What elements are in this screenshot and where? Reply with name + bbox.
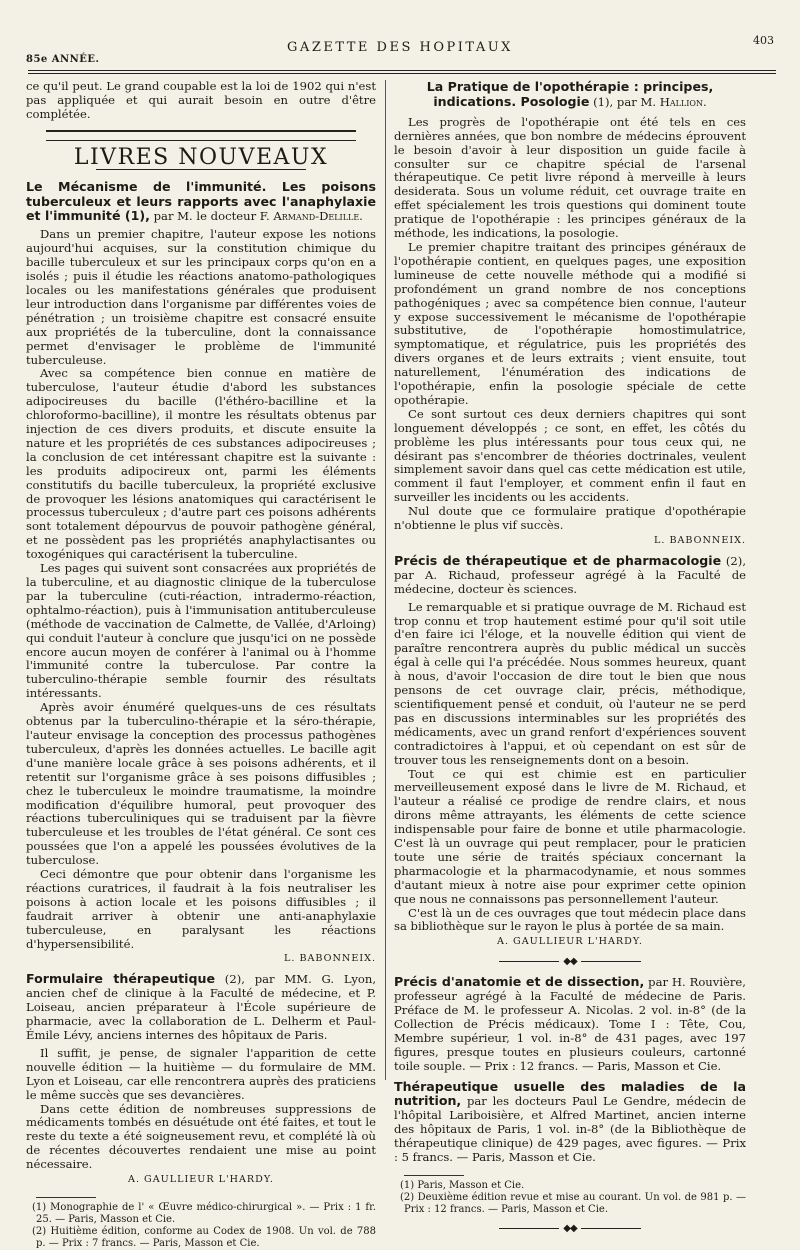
article-paragraph: C'est là un de ces ouvrages que tout médecin place dans sa bibliothèque sur le rayon le plus à portée de sa main. bbox=[394, 905, 746, 934]
article-body: par H. Rouvière, professeur agrégé à la Faculté de médecine de Paris. Préface de M. le professeur A. Nicolas. 2 vol. in-8° (de la Collection de Précis médicaux). Tome I : Tête, Cou, Membre supérieur, 1 vol. in-8° de 431 pages, avec 197 figures, presque toutes en plusieurs couleurs, cartonné toile souple. — Prix : 12 francs. — Paris, Masson et Cie. bbox=[394, 975, 746, 1073]
article-title: Formulaire thérapeutique bbox=[26, 971, 216, 987]
article-paragraph: Après avoir énuméré quelques-uns de ces résultats obtenus par la tuberculino-thérapie et la séro-thérapie, l'auteur envisage la conception des processus pathogènes tuberculeux, d'après les données actuelles. Le bacille agit d'une manière locale grâce à ses poisons adhérents, et il retentit sur l'organisme grâce à ses poisons diffusibles ; chez le tuberculeux le moindre traumatisme, la moindre modification d'équilibre humoral, peut provoquer des réactions tuberculiniques qui se traduisent par la fièvre tuberculeuse et les troubles de l'état général. Ce sont ces poussées que l'on a appelé les poussées évolutives de la tuberculose. bbox=[26, 700, 376, 868]
footnote: (2) Huitième édition, conforme au Codex de 1908. Un vol. de 788 p. — Prix : 7 francs. — Paris, Masson et Cie. bbox=[32, 1225, 376, 1249]
article-heading bbox=[394, 975, 746, 1073]
ornament-divider: ◆◆ bbox=[394, 955, 746, 969]
footnotes bbox=[26, 1197, 376, 1250]
article-paragraph: Les progrès de l'opothérapie ont été tels en ces dernières années, que bon nombre de médecins éprouvent le besoin d'avoir à leur disposition un guide facile à consulter sur ce chapitre spécial de l'arsenal thérapeutique. Ce petit livre répond à merveille à leurs desiderata. Sous un volume réduit, cet ouvrage traite en effet spécialement les trois questions qui dominent toute pratique de l'opothérapie : les principes généraux de la méthode, les indications, la posologie. bbox=[394, 114, 746, 241]
footnote-rule bbox=[36, 1197, 96, 1198]
header-rule-secondary bbox=[28, 73, 776, 74]
article-byline: par MM. G. Lyon, ancien chef de clinique à la Faculté de médecine, et P. Loiseau, ancien préparateur à l'École supérieure de pharmacie, avec la collaboration de L. Delherm et Paul-Émile Lévy, anciens internes des hôpitaux de Paris. bbox=[26, 972, 377, 1042]
footnote: (1) Paris, Masson et Cie. bbox=[400, 1179, 525, 1191]
header-rule bbox=[28, 70, 776, 71]
article-title: La Pratique de l'opothérapie : principes, indications. Posologie bbox=[426, 79, 714, 109]
left-column bbox=[26, 80, 376, 1250]
footnote-rule bbox=[404, 1175, 464, 1176]
article-author: Hallion. bbox=[659, 94, 707, 109]
article-signature: A. GAULLIEUR L'HARDY. bbox=[497, 936, 643, 948]
article-paragraph: Dans un premier chapitre, l'auteur expose les notions aujourd'hui acquises, sur la constitution chimique du bacille tuberculeux et sur les principaux corps qu'on en a isolés ; puis il étudie les réactions anatomo-pathologiques locales ou les manifestations générales que produisent leur introduction dans l'organisme par différentes voies de pénétration ; un troisième chapitre est consacré ensuite aux propriétés de la tuberculine, dont la connaissance permet d'envisager le problème de l'immunité tuberculeuse. bbox=[26, 227, 376, 367]
year-label: 85e ANNÉE. bbox=[26, 54, 100, 65]
right-column bbox=[394, 80, 746, 1242]
article-title: Précis de thérapeutique et de pharmacologie bbox=[394, 552, 722, 568]
article-signature: A. GAULLIEUR L'HARDY. bbox=[128, 1174, 274, 1186]
ornament-divider: ◆◆ bbox=[394, 1222, 746, 1236]
footnote-ref: (2), bbox=[725, 553, 746, 568]
article-paragraph: Avec sa compétence bien connue en matière de tuberculose, l'auteur étudie d'abord les substances adipocireuses du bacille (l'éthéro-bacilline et la chloroformo-bacilline), il montre les résultats obtenus par injection de ces divers produits, et discute ensuite la nature et les propriétés de ces substances adipocireuses ; la conclusion de cet intéressant chapitre est la suivante : les produits adipocireux ont, parmi les éléments constitutifs du bacille tuberculeux, la propriété exclusive de provoquer les lésions anatomiques qui caractérisent le processus tuberculeux ; d'autre part ces poisons adhérents sont totalement dépourvus de pouvoir pathogène général, et ne possèdent pas les propriétés anaphylactisantes ou toxogéniques qui caractérisent la tuberculine. bbox=[26, 366, 376, 562]
article-title: Précis d'anatomie et de dissection, bbox=[394, 974, 645, 990]
article-paragraph: Nul doute que ce formulaire pratique d'opothérapie n'obtienne le plus vif succès. bbox=[394, 504, 746, 533]
article-title: Thérapeutique usuelle des maladies de la nutrition, bbox=[394, 1078, 746, 1109]
article-paragraph: Tout ce qui est chimie est en particulier merveilleusement exposé dans le livre de M. Richaud, et l'auteur a réalisé ce prodige de rendre clairs, et nous dirons même attrayants, les éléments de cette science indispensable pour faire de bonne et utile pharmacologie. C'est là un ouvrage qui peut remplacer, pour le praticien toute une série de traités spéciaux concernant la pharmacologie et la pharmacodynamie, et nous sommes d'autant mieux à notre aise pour exprimer cette opinion que nous ne connaissons pas personnellement l'auteur. bbox=[394, 766, 746, 906]
article-paragraph: Le premier chapitre traitant des principes généraux de l'opothérapie contient, en quelques pages, une exposition lumineuse de cette nouvelle méthode qui a modifié si profondément un grand nombre de nos conceptions pathogéniques ; avec sa compétence bien connue, l'auteur y expose successivement le mécanisme de l'opothérapie substitutive, de l'opothérapie homostimulatrice, symptomatique, et régulatrice, puis les propriétés des divers organes et de leurs extraits ; vient ensuite, tout naturellement, l'énumération des indications de l'opothérapie, enfin la posologie spéciale de cette opothérapie. bbox=[394, 239, 746, 407]
article-paragraph: Dans cette édition de nombreuses suppressions de médicaments tombés en désuétude ont été faites, et tout le reste du texte a été soigneusement revu, et complété là où de récentes découvertes rendaient une mise au point nécessaire. bbox=[26, 1101, 376, 1172]
article-paragraph: Ceci démontre que pour obtenir dans l'organisme les réactions curatrices, il faudrait à la fois neutraliser les poisons à action locale et les poisons diffusibles ; il faudrait arriver à obtenir une anti-anaphylaxie tuberculeuse, en paralysant les réactions d'hypersensibilité. bbox=[26, 867, 376, 951]
article-paragraph: Ce sont surtout ces deux derniers chapitres qui sont longuement développés ; ce sont, en effet, les côtés du problème les plus intéressants pour tous ceux qui, ne désirant pas s'encombrer de théories doctrinales, veulent simplement savoir dans quel cas cette médication est utile, comment il faut l'employer, et comment enfin il faut en surveiller les incidents ou les accidents. bbox=[394, 406, 746, 505]
article-heading bbox=[26, 180, 376, 225]
section-title: LIVRES NOUVEAUX bbox=[73, 144, 329, 170]
footnote: (2) Deuxième édition revue et mise au courant. Un vol. de 981 p. — Prix : 12 francs. — Paris, Masson et Cie. bbox=[400, 1191, 746, 1215]
article-heading bbox=[398, 80, 742, 110]
section-rule bbox=[46, 130, 356, 132]
column-divider bbox=[385, 80, 386, 1080]
footnote-ref: (2), bbox=[224, 972, 245, 987]
section-rule-thin bbox=[46, 140, 356, 141]
article-byline: par M. le docteur F. bbox=[153, 209, 270, 224]
article-body: par les docteurs Paul Le Gendre, médecin de l'hôpital Lariboisière, et Alfred Martinet, ancien interne des hôpitaux de Paris, 1 vol. in-8° (de la Bibliothèque de thérapeutique clinique) de 429 pages, avec figures. — Prix : 5 francs. — Paris, Masson et Cie. bbox=[394, 1094, 747, 1165]
article-title: Le Mécanisme de l'immunité. Les poisons tuberculeux et leurs rapports avec l'anaphylaxie et l'immunité (1), bbox=[26, 178, 376, 224]
article-byline: par A. Richaud, professeur agrégé à la Faculté de médecine, docteur ès sciences. bbox=[394, 567, 746, 596]
article-signature: L. BABONNEIX. bbox=[653, 535, 746, 546]
article-heading bbox=[394, 554, 746, 597]
journal-title: GAZETTE DES HOPITAUX bbox=[287, 40, 513, 55]
footnotes bbox=[394, 1175, 746, 1216]
article-author: Armand-Delille. bbox=[273, 209, 363, 224]
article-heading bbox=[394, 1080, 746, 1165]
article-paragraph: Il suffit, je pense, de signaler l'apparition de cette nouvelle édition — la huitième — du formulaire de MM. Lyon et Loiseau, car elle rencontrera auprès des praticiens le même succès que ses devancières. bbox=[26, 1045, 376, 1102]
article-heading bbox=[26, 972, 376, 1043]
page-header bbox=[22, 34, 778, 64]
footnote: (1) Monographie de l' « Œuvre médico-chirurgical ». — Prix : 1 fr. 25. — Paris, Masson et Cie. bbox=[32, 1201, 376, 1225]
article-byline: par M. bbox=[616, 94, 657, 109]
intro-text: ce qu'il peut. Le grand coupable est la loi de 1902 qui n'est pas appliquée et qui aurait besoin en outre d'être complétée. bbox=[26, 79, 376, 121]
article-paragraph: Les pages qui suivent sont consacrées aux propriétés de la tuberculine, et au diagnostic clinique de la tuberculose par la tuberculine (cuti-réaction, intradermo-réaction, ophtalmo-réaction), puis à l'immunisation antituberculeuse (méthode de vaccination de Calmette, de Vallée, d'Arloing) qui conduit l'auteur à conclure que jusqu'ici on ne possède encore aucun moyen de conférer à l'animal ou à l'homme l'immunité contre la tuberculose. Par contre la tuberculino-thérapie semble fournir des résultats intéressants. bbox=[26, 561, 376, 701]
footnote-ref: (1), bbox=[593, 94, 614, 109]
article-signature: L. BABONNEIX. bbox=[283, 953, 376, 965]
page-number: 403 bbox=[753, 34, 774, 47]
article-paragraph: Le remarquable et si pratique ouvrage de M. Richaud est trop connu et trop hautement estimé pour qu'il soit utile d'en faire ici l'éloge, et la nouvelle édition qui vient de paraître rencontrera auprès du public médical un succès égal à celle qui l'a précédée. Nous sommes heureux, quant à nous, d'avoir l'occasion de dire tout le bien que nous pensons de cet ouvrage clair, précis, méthodique, scientifiquement pensé et conduit, où l'auteur ne se perd pas en discussions interminables sur les propriétés des médicaments, avec un grand renfort d'expériences souvent contradictoires à l'appui, et où cependant on est sûr de trouver tous les renseignements dont on a besoin. bbox=[394, 599, 746, 767]
